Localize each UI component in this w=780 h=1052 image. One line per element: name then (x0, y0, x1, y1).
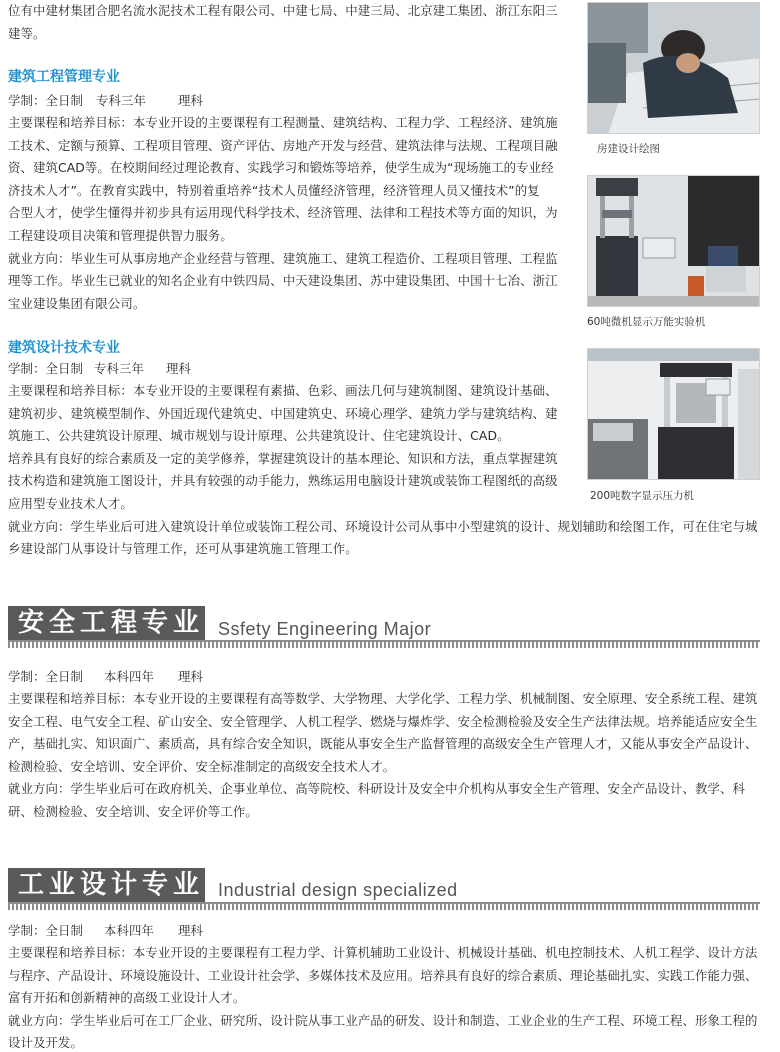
paragraph-line: 检测检验、安全培训、安全评价、安全标准制定的高级安全技术人才。 (8, 758, 396, 774)
paragraph-line: 培养具有良好的综合素质及一定的美学修养，掌握建筑设计的基本理论、知识和方法，重点掌握建筑 (8, 450, 558, 466)
paragraph-line: 就业方向：学生毕业后可在政府机关、企事业单位、高等院校、科研设计及安全中介机构从事安全生产管理、安全产品设计、教学、科 (8, 781, 745, 797)
banner-industrial-en: Industrial design specialized (218, 880, 458, 900)
paragraph-line: 合型人才，使学生懂得并初步具有运用现代科学技术、经济管理、法律和工程技术等方面的知识，为 (8, 205, 558, 221)
meta-label: 学制：全日制 (8, 669, 83, 684)
paragraph-line: 主要课程和培养目标：本专业开设的主要课程有高等数学、大学物理、大学化学、工程力学、机械制图、安全原理、安全系统工程、建筑 (8, 691, 758, 706)
photo-design-drawing-art (588, 3, 760, 134)
meta-type: 理科 (178, 923, 203, 938)
intro-line-2: 建等。 (8, 25, 46, 41)
meta-type: 理科 (178, 669, 203, 684)
meta-industrial (8, 920, 203, 943)
meta-construction-mgmt (8, 90, 203, 113)
caption-universal-testing-machine: 60吨微机显示万能实验机 (587, 316, 706, 328)
meta-type: 理科 (178, 93, 203, 108)
paragraph-line: 工技术、定额与预算、工程项目管理、资产评估、房地产开发与经营、建筑法律与法规、工程项目融 (8, 137, 558, 153)
banner-industrial: 工业设计专业 (8, 868, 205, 902)
photo-universal-testing-machine-art (588, 176, 760, 307)
paragraph-line: 理等工作。毕业生已就业的知名企业有中铁四局、中天建设集团、苏中建设集团、中国十七冶、浙江 (8, 273, 558, 289)
divider-safety-pattern (8, 642, 760, 648)
banner-safety: 安全工程专业 (8, 606, 205, 640)
body-safety (8, 688, 768, 824)
section-title-construction-mgmt: 建筑工程管理专业 (8, 69, 120, 85)
paragraph-line: 富有开拓和创新精神的高级工业设计人才。 (8, 990, 246, 1006)
caption-compression-machine: 200吨数字显示压力机 (590, 490, 695, 502)
meta-level: 专科三年 (94, 361, 144, 376)
intro-text (8, 0, 578, 45)
meta-arch-design (8, 358, 191, 381)
paragraph-line: 主要课程和培养目标：本专业开设的主要课程有工程测量、建筑结构、工程力学、工程经济、建筑施 (8, 115, 558, 130)
meta-level: 本科四年 (104, 923, 154, 938)
paragraph-line: 与程序、产品设计、环境设施设计、工业设计社会学、多媒体技术及应用。培养具有良好的综合素质、理论基础扎实、实践工作能力强、 (8, 967, 758, 983)
intro-line-1: 位有中建材集团合肥名流水泥技术工程有限公司、中建七局、中建三局、北京建工集团、浙江东阳三 (8, 3, 558, 18)
body-industrial (8, 942, 768, 1052)
meta-safety (8, 666, 203, 689)
paragraph-line: 乡建设部门从事设计与管理工作，还可从事建筑施工管理工作。 (8, 541, 358, 557)
paragraph-line: 主要课程和培养目标：本专业开设的主要课程有素描、色彩、画法几何与建筑制图、建筑设计基础、 (8, 383, 558, 398)
section-title-arch-design: 建筑设计技术专业 (8, 340, 120, 356)
meta-label: 学制：全日制 (8, 923, 83, 938)
paragraph-line: 研、检测检验、安全培训、安全评价等工作。 (8, 803, 258, 819)
paragraph-line: 建筑初步、建筑模型制作、外国近现代建筑史、中国建筑史、环境心理学、建筑力学与建筑结构、建 (8, 405, 558, 421)
paragraph-line: 产，基础扎实、知识面广、素质高，具有综合安全知识，既能从事安全生产监督管理的高级安全生产管理人才，又能从事安全产品设计、 (8, 736, 758, 752)
paragraph-line: 应用型专业技术人才。 (8, 495, 133, 511)
paragraph-line: 主要课程和培养目标：本专业开设的主要课程有工程力学、计算机辅助工业设计、机械设计基础、机电控制技术、人机工程学、设计方法 (8, 945, 758, 960)
banner-safety-en: Ssfety Engineering Major (218, 619, 432, 639)
meta-type: 理科 (166, 361, 191, 376)
paragraph-line: 筑施工、公共建筑设计原理、城市规划与设计原理、公共建筑设计、住宅建筑设计、CAD。 (8, 428, 510, 444)
photo-compression-machine (587, 348, 760, 480)
photo-design-drawing (587, 2, 760, 134)
meta-label: 学制：全日制 (8, 361, 83, 376)
caption-design-drawing: 房建设计绘图 (597, 143, 660, 155)
meta-level: 专科三年 (96, 93, 146, 108)
paragraph-line: 工程建设项目决策和管理提供智力服务。 (8, 227, 233, 243)
meta-label: 学制：全日制 (8, 93, 83, 108)
paragraph-line: 宝业建设集团有限公司。 (8, 295, 146, 311)
paragraph-line: 就业方向：毕业生可从事房地产企业经营与管理、建筑施工、建筑工程造价、工程项目管理、工程监 (8, 250, 558, 266)
photo-universal-testing-machine (587, 175, 760, 307)
paragraph-line: 技术构造和建筑施工图设计，并具有较强的动手能力，熟练运用电脑设计建筑或装饰工程图纸的高级 (8, 473, 558, 489)
paragraph-line: 设计及开发。 (8, 1035, 83, 1051)
divider-industrial-pattern (8, 904, 760, 910)
body-construction-mgmt (8, 112, 578, 315)
paragraph-line: 济技术人才”。在教育实践中，特别着重培养“技术人员懂经济管理，经济管理人员又懂技术”的复 (8, 182, 540, 198)
paragraph-line: 就业方向：学生毕业后可在工厂企业、研究所、设计院从事工业产品的研发、设计和制造、工业企业的生产工程、环境工程、形象工程的 (8, 1012, 758, 1028)
paragraph-line: 安全工程、电气安全工程、矿山安全、安全管理学、人机工程学、燃烧与爆炸学、安全检测检验及安全生产法律法规。培养能适应安全生 (8, 713, 758, 729)
paragraph-line: 资、建筑CAD等。在校期间经过理论教育、实践学习和锻炼等培养，使学生成为“现场施工的专业经 (8, 160, 554, 176)
meta-level: 本科四年 (104, 669, 154, 684)
paragraph-line: 就业方向：学生毕业后可进入建筑设计单位或装饰工程公司、环境设计公司从事中小型建筑的设计、规划辅助和绘图工作，可在住宅与城 (8, 518, 758, 534)
photo-compression-machine-art (588, 349, 760, 480)
